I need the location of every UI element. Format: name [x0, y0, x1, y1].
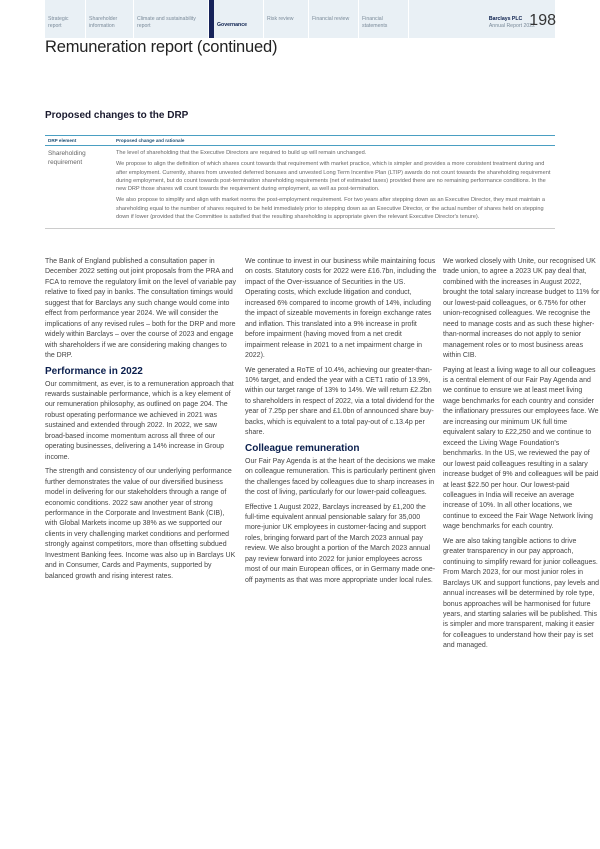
nav-shareholder-information[interactable]: Shareholder information	[86, 0, 134, 38]
change-paragraph: We propose to align the definition of which shares count towards that requirement with market practice, which is simpler and provides a more consistent treatment during and after employment. Currently, shares from unvested deferred bonuses and unvested Long Term Incentive Plan (LTIP) awards do not count towards the shareholding requirement during employment, but do count towards post-termination shareholding requirements (net of estimated taxes) provided there are no remaining performance conditions. In the new DRP those shares will count towards the requirement during employment, as well as post-termination.	[116, 161, 551, 193]
col-header-element: DRP element	[45, 136, 113, 146]
paragraph: We are also taking tangible actions to drive greater transparency in our pay approach, continuing to simplify reward for junior colleagues. From March 2023, for our most junior roles in Barclays UK and support functions, pay levels and annual increases will be determined by role type, bonus approaches will be harmonised for future years, and starting salaries will be published. This is simpler and more transparent, making it easier for colleagues to understand how their pay is set and managed.	[443, 537, 600, 650]
nav-financial-review[interactable]: Financial review	[309, 0, 359, 38]
paragraph: Our Fair Pay Agenda is at the heart of the decisions we make on colleague remuneration. This is particularly pertinent given the challenges faced by colleagues due to sharp increases in the cost of living, particularly for our lower-paid colleagues.	[245, 457, 436, 497]
subheading-colleague-remuneration: Colleague remuneration	[245, 442, 360, 454]
page-number: 198	[529, 12, 556, 29]
section-heading: Proposed changes to the DRP	[45, 110, 189, 121]
report-name: Annual Report 2022	[488, 22, 535, 29]
paragraph: Effective 1 August 2022, Barclays increased by £1,200 the full-time equivalent annual pensionable salary for 35,000 more-junior UK employees in customer-facing and support roles, bringing forward part of the March 2023 annual pay review. We also brought a portion of the March 2023 annual pay review forward into 2022 for junior employees across most of our main European offices, or in Germany made one-off payments as that was more appropriate under local rules.	[245, 503, 436, 584]
paragraph: We generated a RoTE of 10.4%, achieving our greater-than-10% target, and ended the year with a CET1 ratio of 13.9%, within our target range of 13% to 14%. We will return £2.2bn to shareholders in respect of 2022, via a total dividend for the year of 7.25p per share and £1.0bn of announced share buy-backs, which is equivalent to a total pay-out of c.13.4p per share.	[245, 366, 435, 437]
nav-strategic-report[interactable]: Strategic report	[45, 0, 86, 38]
change-paragraph: We also propose to simplify and align with market norms the post-employment requirement. For two years after stepping down as an Executive Director, they must maintain a shareholding equal to the number of shares required to be held immediately prior to stepping down as an Executive Director, or the actual number of shares held on stepping down if lower (provided that the Committee is satisfied that the resulting shareholding is appropriate given the relevant Executive Director's tenure).	[116, 197, 545, 221]
col-header-change: Proposed change and rationale	[113, 136, 555, 146]
brand-name: Barclays PLC	[488, 16, 523, 22]
nav-governance[interactable]: Governance	[209, 0, 264, 38]
drp-table	[45, 135, 555, 229]
column-3	[443, 257, 600, 656]
brand	[489, 16, 535, 29]
drp-change	[113, 146, 555, 229]
nav-financial-statements[interactable]: Financial statements	[359, 0, 409, 38]
paragraph: We continue to invest in our business while maintaining focus on costs. Statutory costs for 2022 were £16.7bn, including the impact of the Over-issuance of Securities in the US. Operating costs, which exclude litigation and conduct, increased 6% compared to income growth of 14%, including the impact of sizeable movements in foreign exchange rates and inflation. This translated into a 9% increase in profit before impairment (having moved from a net credit impairment release in 2021 to a net impairment charge in 2022).	[245, 258, 437, 360]
page-title: Remuneration report (continued)	[45, 38, 278, 56]
column-1	[45, 257, 237, 586]
paragraph: Our commitment, as ever, is to a remuneration approach that rewards sustainable performance, which is a key element of our remuneration philosophy, as outlined on page 204. The robust operating performance we achieved in 2021 was sustained and extended through 2022. In 2022, we saw broad-based income momentum across all three of our operating businesses, delivering a 14% increase in Group income.	[45, 380, 234, 461]
drp-element: Shareholding requirement	[45, 146, 113, 229]
paragraph: The strength and consistency of our underlying performance further demonstrates the value of our diversified business model in delivering for our stakeholders through a range of economic conditions. 2022 saw another year of strong performance in the Corporate and Investment Bank (CIB), with Global Markets income up 38% as we supported our clients in very challenging market conditions and performed strongly against competitors, more than offsetting subdued Investment Banking fees. Income was also up in Barclays UK and in Consumer, Cards and Payments, supported by balanced growth and rising interest rates.	[45, 468, 236, 580]
paragraph: Paying at least a living wage to all our colleagues is a central element of our Fair Pay Agenda and we continue to ensure we at least meet living wage benchmarks for each country and consider the inflationary pressures our employees face. We are increasing our minimum UK full time equivalent salary to £22,250 and we continue to exceed the Living Wage Foundation's benchmarks. In the US, we reviewed the pay of our lowest paid colleagues resulting in a salary increase budget of 9% and colleagues will be paid at least $22.50 per hour. Our lowest-paid colleagues in India will receive an average increase of 10%. In all other locations, we continue to exceed the Fair Wage Network living wage benchmarks for each country.	[443, 366, 599, 531]
paragraph: We worked closely with Unite, our recognised UK trade union, to agree a 2023 UK pay deal that, combined with the increases in August 2022, brought the total salary increase budget to 11% for our lowest-paid colleagues, or 6.75% for other union-recognised colleagues. We recognise the need to manage costs and as such these higher-than-normal increases do not apply to senior management roles or to most business areas within CIB.	[443, 258, 600, 360]
column-2	[245, 257, 437, 590]
subheading-performance: Performance in 2022	[45, 365, 143, 377]
nav-risk-review[interactable]: Risk review	[264, 0, 309, 38]
change-paragraph: The level of shareholding that the Executive Directors are required to build up will remain unchanged.	[116, 150, 367, 156]
section-nav	[45, 0, 555, 38]
paragraph: The Bank of England published a consultation paper in December 2022 setting out joint proposals from the PRA and FCA to remove the regulatory limit on the level of variable pay relative to fixed pay in banks. The consultation timings would suggest that for Barclays any such change would come into effect from performance year 2024. We will consider the implications of any revised rules – both for the DRP and more widely within Barclays – over the course of 2023 and engage with shareholders if we are considering making changes to the DRP.	[45, 258, 237, 360]
table-row	[45, 146, 555, 229]
nav-climate-report[interactable]: Climate and sustainability report	[134, 0, 209, 38]
